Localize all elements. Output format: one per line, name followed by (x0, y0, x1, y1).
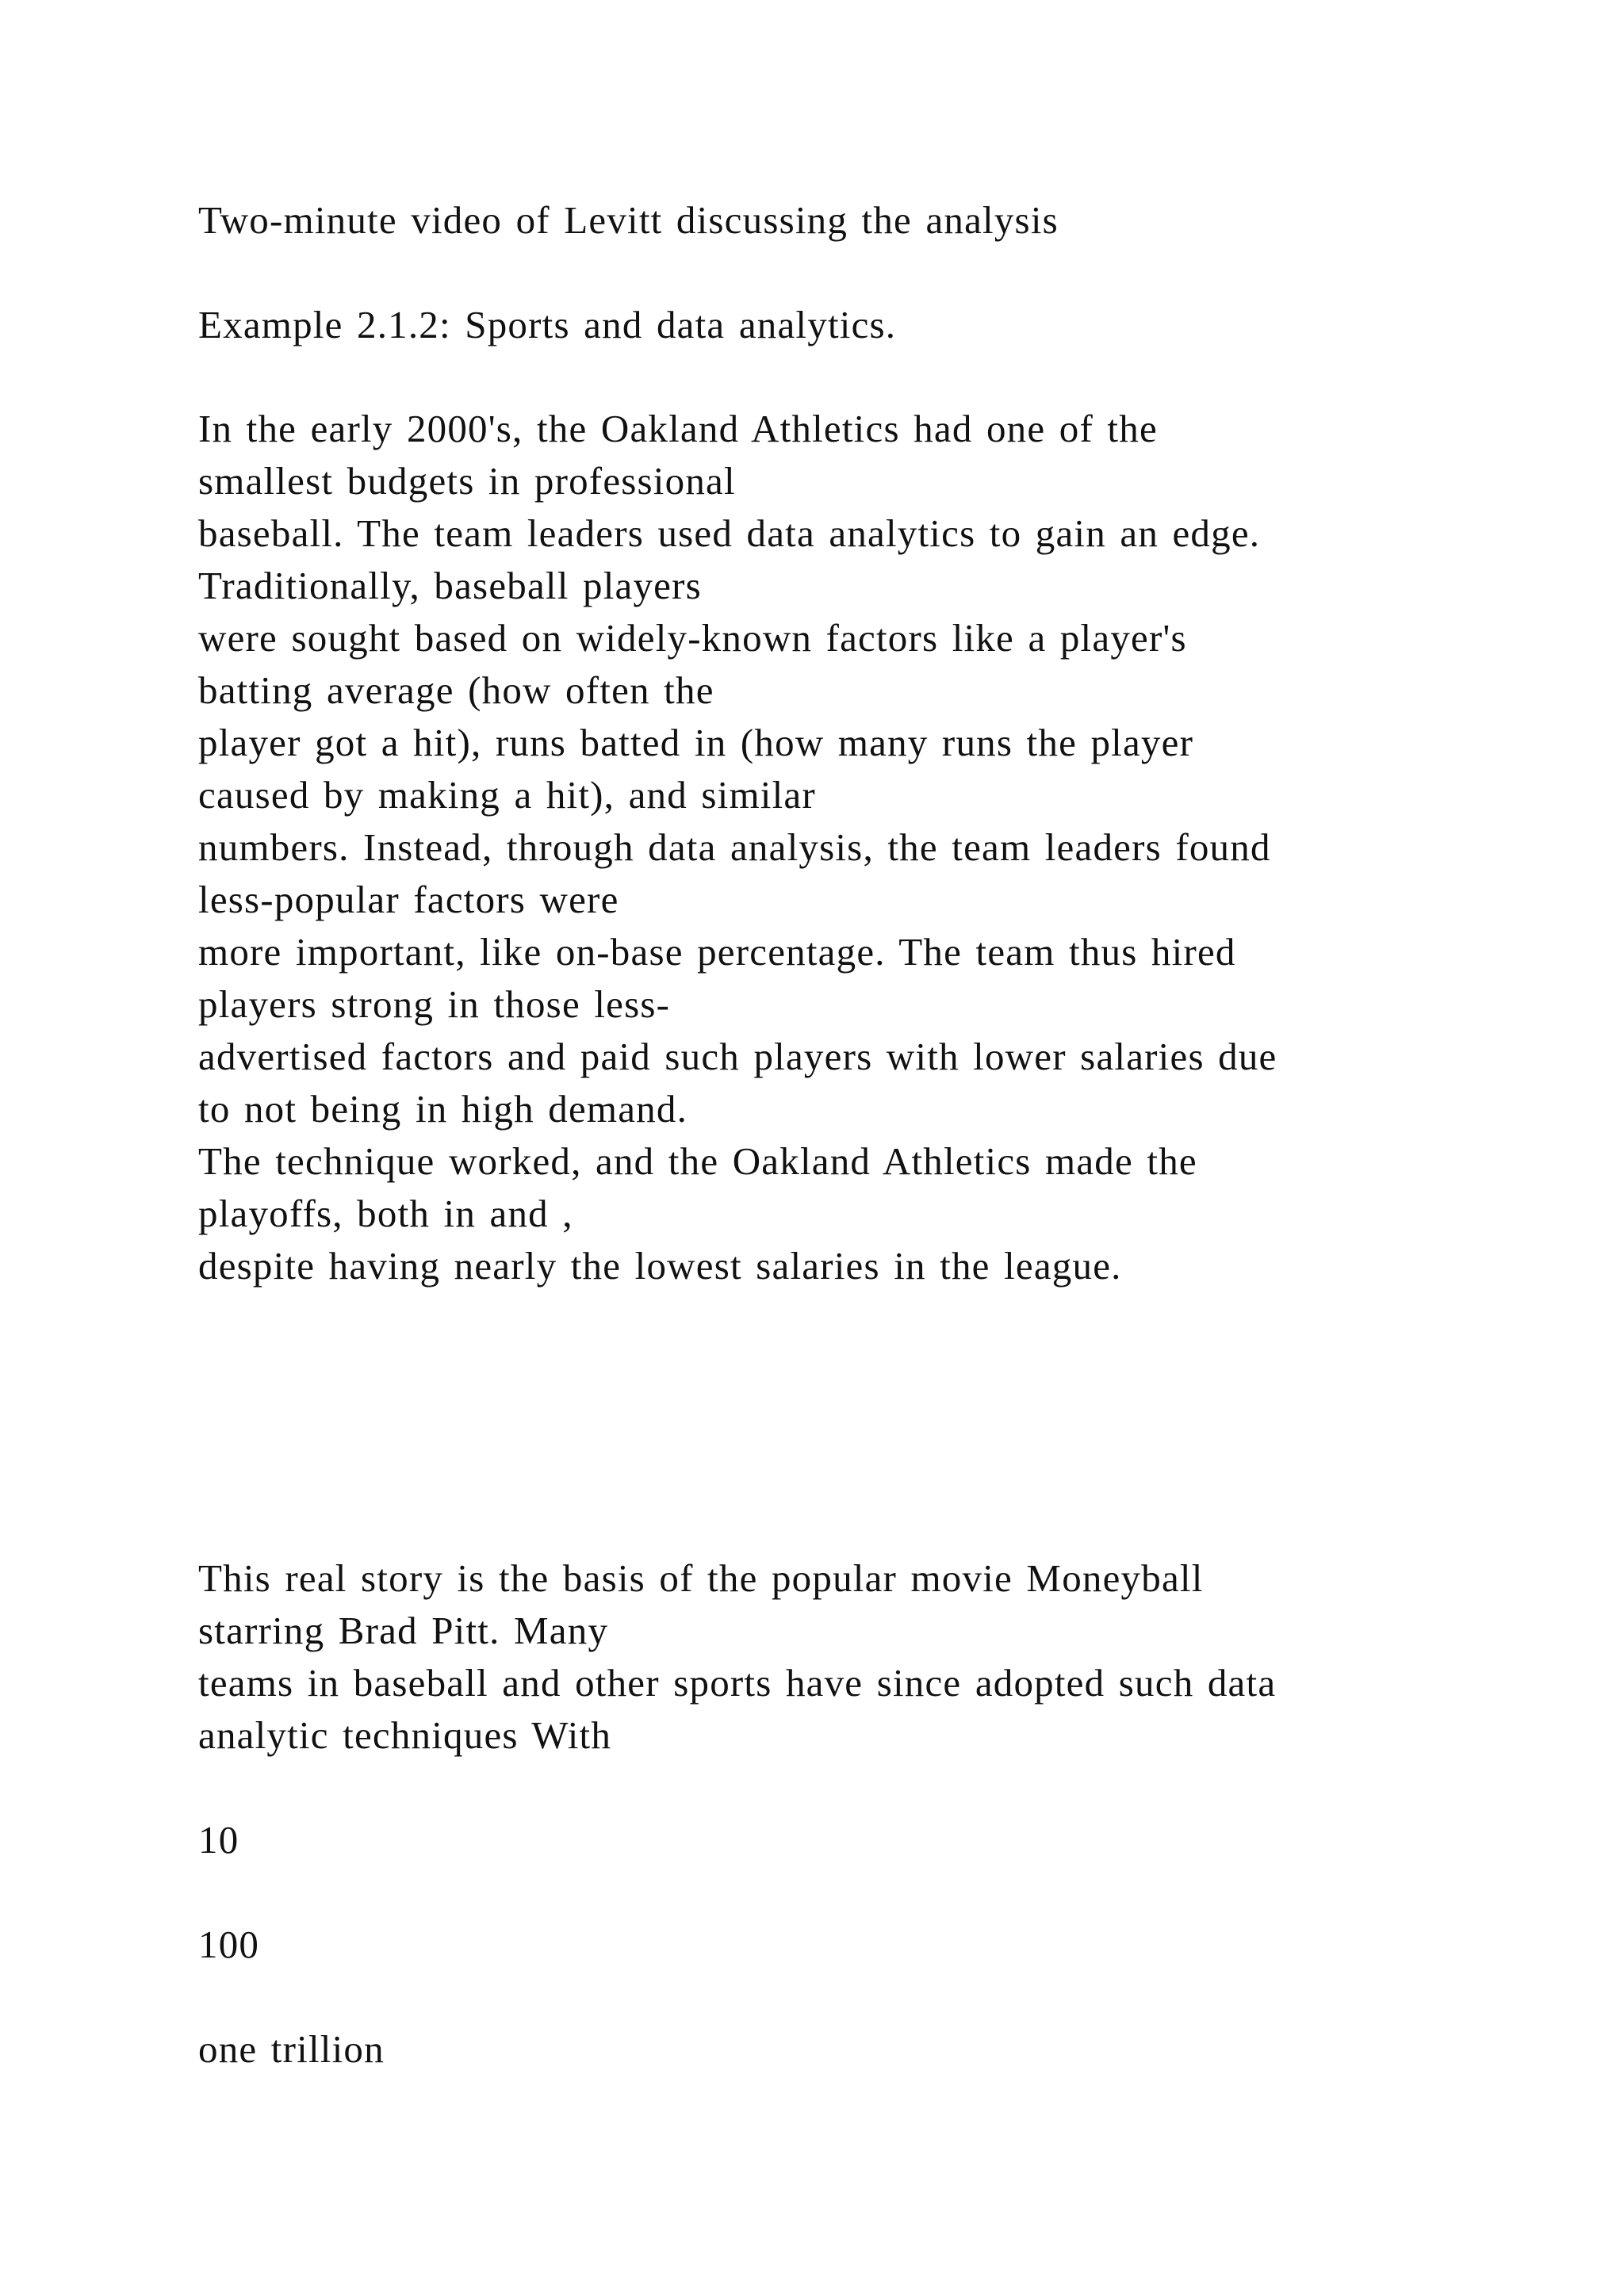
paragraph-line: to not being in high demand. (198, 1087, 688, 1131)
paragraph-line: player got a hit), runs batted in (how many runs the player (198, 721, 1194, 764)
paragraph-line: less-popular factors were (198, 878, 619, 921)
paragraph-line: players strong in those less- (198, 982, 671, 1026)
paragraph-line: numbers. Instead, through data analysis, the team leaders found (198, 825, 1271, 869)
paragraph-line: were sought based on widely-known factors like a player's (198, 616, 1187, 660)
example-heading: Example 2.1.2: Sports and data analytics. (198, 303, 897, 346)
paragraph-line: In the early 2000's, the Oakland Athletics had one of the (198, 407, 1158, 450)
number-hundred: 100 (198, 1923, 260, 1966)
paragraph-line: advertised factors and paid such players with lower salaries due (198, 1035, 1277, 1078)
paragraph-line: playoffs, both in and , (198, 1192, 573, 1235)
paragraph-line: smallest budgets in professional (198, 459, 736, 503)
paragraph-line: batting average (how often the (198, 668, 714, 712)
paragraph-line: caused by making a hit), and similar (198, 773, 816, 817)
paragraph-line: more important, like on-base percentage. The team thus hired (198, 930, 1236, 974)
paragraph-line: The technique worked, and the Oakland Athletics made the (198, 1139, 1197, 1183)
video-caption: Two-minute video of Levitt discussing the analysis (198, 198, 1059, 242)
paragraph-line: This real story is the basis of the popular movie Moneyball (198, 1556, 1204, 1600)
paragraph-line: analytic techniques With (198, 1713, 612, 1757)
paragraph-line: Traditionally, baseball players (198, 564, 702, 607)
paragraph-line: baseball. The team leaders used data analytics to gain an edge. (198, 511, 1261, 555)
paragraph-line: starring Brad Pitt. Many (198, 1609, 609, 1652)
number-one-trillion: one trillion (198, 2027, 385, 2071)
paragraph-line: despite having nearly the lowest salaries in the league. (198, 1244, 1122, 1288)
number-ten: 10 (198, 1818, 239, 1862)
paragraph-line: teams in baseball and other sports have since adopted such data (198, 1661, 1277, 1705)
